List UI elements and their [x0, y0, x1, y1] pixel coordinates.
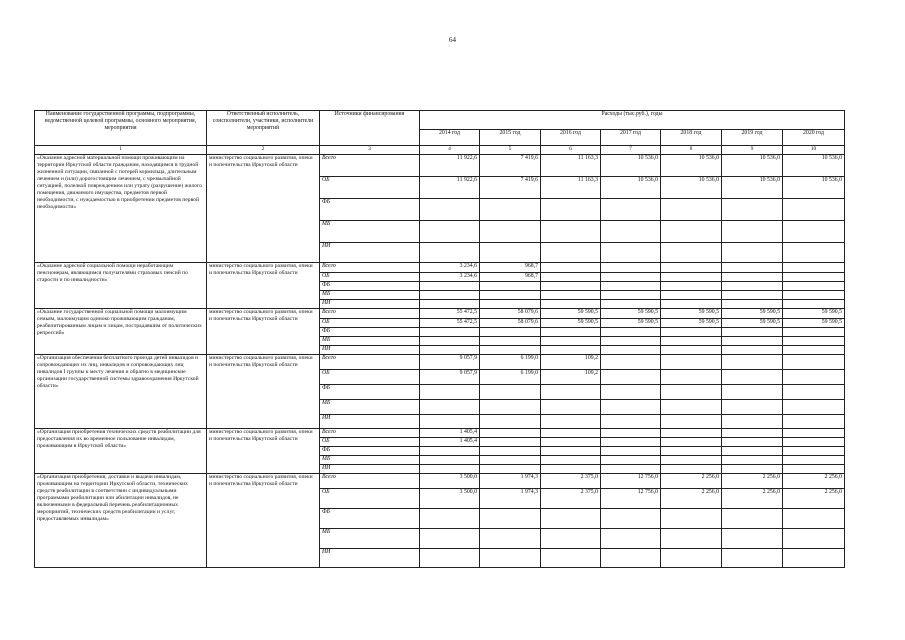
expense-value: [601, 447, 661, 456]
expense-value: [722, 300, 783, 309]
expense-value: [541, 273, 601, 282]
expense-value: [661, 273, 722, 282]
funding-source: ИИ: [320, 549, 420, 568]
expense-value: [783, 328, 845, 337]
expense-value: [783, 346, 845, 355]
expense-value: [661, 509, 722, 529]
funding-source: ФБ: [320, 199, 420, 221]
expense-value: 2 256,0: [722, 489, 783, 509]
expense-value: [722, 447, 783, 456]
funding-source: МБ: [320, 400, 420, 415]
expense-value: [480, 509, 541, 529]
activity-executor: министерство социального развития, опеки и попечительства Иркутской области: [207, 263, 320, 309]
expense-value: [420, 300, 480, 309]
expense-value: [480, 199, 541, 221]
expense-value: [722, 221, 783, 243]
expense-value: [601, 282, 661, 291]
expense-value: [722, 429, 783, 438]
expense-value: [783, 291, 845, 300]
expense-value: [661, 337, 722, 346]
expense-value: [661, 300, 722, 309]
activity-name: «Оказание адресной социальной помощи неработающим пенсионерам, являющимся получателями страховых пенсий по старости и по инвалидности»: [35, 263, 207, 309]
expense-value: 59 590,5: [661, 309, 722, 319]
expense-value: [541, 385, 601, 400]
expense-value: [420, 509, 480, 529]
column-number: 3: [320, 146, 420, 155]
expense-value: 10 536,0: [661, 155, 722, 177]
expense-value: [783, 300, 845, 309]
page-number: 64: [449, 36, 456, 44]
expense-value: [722, 465, 783, 474]
expense-value: [541, 300, 601, 309]
column-number: 5: [480, 146, 541, 155]
expense-value: [601, 221, 661, 243]
expense-value: [480, 400, 541, 415]
expense-value: 59 590,5: [661, 319, 722, 328]
expense-value: [480, 282, 541, 291]
expense-value: [480, 438, 541, 447]
activity-name: «Оказание адресной материальной помощи проживающим на территории Иркутской области гражданам, находящимся в трудной жизненной ситуации, связанной с потерей кормильца, длительным лечением и (или) дорогостоящим лечением, с чрезвычайной ситуацией, полелкой повреждением или утрату (разрушение) жилого помещения, движимого имущества, предметов первой необходимости, с нуждаемостью в приобретении предметов первой необходимости»: [35, 155, 207, 263]
funding-source: МБ: [320, 456, 420, 465]
expense-value: [722, 509, 783, 529]
expense-value: [661, 221, 722, 243]
funding-source: ФБ: [320, 509, 420, 529]
expense-value: [480, 549, 541, 568]
expense-value: [661, 400, 722, 415]
expense-value: [722, 385, 783, 400]
column-number: 2: [207, 146, 320, 155]
expense-value: [722, 273, 783, 282]
header-expenses: Расходы (тыс.руб.), годы: [420, 111, 845, 130]
expense-value: 3 500,0: [420, 489, 480, 509]
expense-value: [601, 243, 661, 263]
funding-source: ИИ: [320, 243, 420, 263]
expense-value: [541, 282, 601, 291]
expense-value: [661, 429, 722, 438]
expense-value: [661, 385, 722, 400]
funding-source: МБ: [320, 529, 420, 549]
expense-value: [601, 415, 661, 429]
expense-value: [541, 465, 601, 474]
funding-source: ОБ: [320, 273, 420, 282]
expense-value: [783, 355, 845, 370]
funding-source: ФБ: [320, 447, 420, 456]
column-number: 9: [722, 146, 783, 155]
expense-value: 2 256,0: [783, 474, 845, 489]
expense-value: [480, 337, 541, 346]
expense-value: [480, 529, 541, 549]
expense-value: [722, 291, 783, 300]
table-row: [35, 474, 845, 489]
funding-source: ИИ: [320, 415, 420, 429]
expense-value: [480, 346, 541, 355]
expense-value: [420, 328, 480, 337]
header-year: 2019 год: [722, 129, 783, 145]
funding-source: Всего: [320, 155, 420, 177]
expense-value: [541, 456, 601, 465]
expense-value: 59 590,5: [541, 309, 601, 319]
column-number: 4: [420, 146, 480, 155]
expense-value: [601, 300, 661, 309]
expense-value: 109,2: [541, 355, 601, 370]
expense-value: 11 922,6: [420, 177, 480, 199]
table-row: [35, 155, 845, 177]
activity-name: «Организация приобретения, доставки и выдачи инвалидам, проживающим на территории Иркутской области, технических средств реабилитации в соответствии с индивидуальными программами реабилитации или абилитации инвалидов, не включенными в федеральный перечень реабилитационных мероприятий, технических средств реабилитации и услуг, предоставляемых инвалидам»: [35, 474, 207, 568]
expense-value: [420, 243, 480, 263]
expense-value: 12 756,0: [601, 474, 661, 489]
expense-value: 10 536,0: [601, 155, 661, 177]
activity-executor: министерство социального развития, опеки и попечительства Иркутской области: [207, 155, 320, 263]
expense-value: [480, 221, 541, 243]
expense-value: [722, 263, 783, 273]
header-name: Наименование государственной программы, подпрограммы, ведомственной целевой программы, основного мероприятия, мероприятия: [35, 111, 207, 146]
expense-value: 6 199,0: [480, 370, 541, 385]
expense-value: [783, 465, 845, 474]
expense-value: 58 079,6: [480, 309, 541, 319]
expense-value: 58 079,6: [480, 319, 541, 328]
expense-value: [541, 328, 601, 337]
expense-value: 109,2: [541, 370, 601, 385]
funding-source: ИИ: [320, 346, 420, 355]
expense-value: 10 536,0: [601, 177, 661, 199]
funding-source: Всего: [320, 429, 420, 438]
funding-source: ФБ: [320, 328, 420, 337]
table-row: [35, 309, 845, 319]
expense-value: 10 536,0: [783, 177, 845, 199]
expense-value: [661, 465, 722, 474]
funding-source: ФБ: [320, 282, 420, 291]
expense-value: [480, 447, 541, 456]
funding-source: ФБ: [320, 385, 420, 400]
expense-value: 59 590,5: [722, 319, 783, 328]
expense-value: [722, 243, 783, 263]
table-row: [35, 355, 845, 370]
expense-value: [480, 429, 541, 438]
expense-value: [541, 243, 601, 263]
expense-value: [661, 370, 722, 385]
expense-value: [783, 385, 845, 400]
expense-value: [480, 465, 541, 474]
expense-value: [420, 415, 480, 429]
activity-name: «Организация приобретения технических средств реабилитации для предоставления их во временное пользование инвалидам, проживающим в Иркутской области»: [35, 429, 207, 474]
expense-value: [480, 385, 541, 400]
expense-value: 968,7: [480, 273, 541, 282]
funding-source: ОБ: [320, 370, 420, 385]
expense-value: [783, 438, 845, 447]
expense-value: [601, 529, 661, 549]
expense-value: [420, 199, 480, 221]
expense-value: [480, 328, 541, 337]
expense-value: [783, 509, 845, 529]
funding-source: Всего: [320, 309, 420, 319]
funding-source: ОБ: [320, 438, 420, 447]
expense-value: 59 590,5: [541, 319, 601, 328]
expense-value: [722, 199, 783, 221]
activity-name: «Оказание государственной социальной помощи малоимущим семьям, малоимущим одиноко проживающим гражданам, реабилитированным лицам и лицам, пострадавшим от политических репрессий»: [35, 309, 207, 355]
header-executor: Ответственный исполнитель, соисполнители, участники, исполнители мероприятий: [207, 111, 320, 146]
expense-value: [601, 465, 661, 474]
expense-value: [420, 456, 480, 465]
expense-value: [420, 447, 480, 456]
expense-value: [541, 291, 601, 300]
table-row: [35, 429, 845, 438]
header-year: 2020 год: [783, 129, 845, 145]
expense-value: [722, 549, 783, 568]
expense-value: [661, 243, 722, 263]
expense-value: [601, 346, 661, 355]
expense-value: 1 974,3: [480, 489, 541, 509]
funding-source: ОБ: [320, 177, 420, 199]
expense-value: [661, 199, 722, 221]
expense-value: [420, 400, 480, 415]
expense-value: 11 163,3: [541, 155, 601, 177]
funding-source: Всего: [320, 263, 420, 273]
funding-source: МБ: [320, 337, 420, 346]
expense-value: 11 163,3: [541, 177, 601, 199]
expense-value: [601, 549, 661, 568]
expense-value: 10 536,0: [722, 155, 783, 177]
expense-value: [661, 529, 722, 549]
expense-value: [722, 355, 783, 370]
expense-value: 59 590,5: [722, 309, 783, 319]
expense-value: 1 405,4: [420, 429, 480, 438]
expense-value: [783, 415, 845, 429]
expense-value: [661, 355, 722, 370]
expense-value: 2 375,0: [541, 474, 601, 489]
expense-value: 1 974,3: [480, 474, 541, 489]
header-year: 2017 год: [601, 129, 661, 145]
expense-value: [783, 549, 845, 568]
column-number: 10: [783, 146, 845, 155]
expense-value: [480, 456, 541, 465]
activity-executor: министерство социального развития, опеки и попечительства Иркутской области: [207, 429, 320, 474]
expense-value: [601, 370, 661, 385]
header-column-numbers: [35, 146, 845, 155]
expense-value: [661, 438, 722, 447]
expense-value: 11 922,6: [420, 155, 480, 177]
expense-value: [722, 337, 783, 346]
expense-value: [420, 346, 480, 355]
expense-value: 1 405,4: [420, 438, 480, 447]
expense-value: [420, 337, 480, 346]
expense-value: 9 057,9: [420, 355, 480, 370]
expense-value: [601, 438, 661, 447]
expense-value: [783, 337, 845, 346]
expense-value: [480, 300, 541, 309]
expense-value: [661, 447, 722, 456]
expense-value: [601, 291, 661, 300]
expense-value: [783, 429, 845, 438]
expense-value: [480, 243, 541, 263]
expense-value: [783, 263, 845, 273]
column-number: 8: [661, 146, 722, 155]
expense-value: 59 590,5: [601, 319, 661, 328]
expense-value: 9 057,9: [420, 370, 480, 385]
funding-source: МБ: [320, 221, 420, 243]
activity-executor: министерство социального развития, опеки и попечительства Иркутской области: [207, 474, 320, 568]
expense-value: [601, 385, 661, 400]
expense-value: 7 419,6: [480, 155, 541, 177]
expense-value: [722, 328, 783, 337]
expenses-table: [34, 110, 845, 568]
expense-value: 12 756,0: [601, 489, 661, 509]
expense-value: 968,7: [480, 263, 541, 273]
header-year: 2016 год: [541, 129, 601, 145]
funding-source: ОБ: [320, 319, 420, 328]
expense-value: [420, 385, 480, 400]
expense-value: 59 590,5: [783, 319, 845, 328]
expense-value: [601, 456, 661, 465]
expense-value: [722, 370, 783, 385]
expense-value: [420, 465, 480, 474]
expense-value: [783, 400, 845, 415]
table-body: [35, 155, 845, 568]
activity-name: «Организация обеспечения бесплатного проезда детей инвалидов и сопровождающих их лиц, инвалидов и сопровождающих лиц инвалидов I группы к месту лечения и обратно в медицинские организации государственной системы здравоохранения Иркутской области»: [35, 355, 207, 429]
expense-value: 3 500,0: [420, 474, 480, 489]
table-row: [35, 263, 845, 273]
expense-value: 59 590,5: [783, 309, 845, 319]
expense-value: [420, 291, 480, 300]
expense-value: 10 536,0: [661, 177, 722, 199]
expense-value: [541, 337, 601, 346]
column-number: 7: [601, 146, 661, 155]
expense-value: [601, 199, 661, 221]
expense-value: [661, 328, 722, 337]
expense-value: [601, 400, 661, 415]
expense-value: [783, 529, 845, 549]
expense-value: [480, 415, 541, 429]
expense-value: 10 536,0: [722, 177, 783, 199]
expense-value: 2 256,0: [661, 489, 722, 509]
expense-value: [541, 400, 601, 415]
activity-executor: министерство социального развития, опеки и попечительства Иркутской области: [207, 309, 320, 355]
expense-value: 2 256,0: [783, 489, 845, 509]
activity-executor: министерство социального развития, опеки и попечительства Иркутской области: [207, 355, 320, 429]
funding-source: ИИ: [320, 465, 420, 474]
expense-value: [783, 456, 845, 465]
expense-value: [541, 438, 601, 447]
expense-value: [783, 221, 845, 243]
expense-value: [783, 447, 845, 456]
column-number: 6: [541, 146, 601, 155]
expense-value: [541, 221, 601, 243]
expense-value: [601, 273, 661, 282]
funding-source: ИИ: [320, 300, 420, 309]
expense-value: 55 472,5: [420, 309, 480, 319]
expense-value: [420, 549, 480, 568]
header-source: Источники финансирования: [320, 111, 420, 146]
expense-value: [601, 355, 661, 370]
expense-value: 7 419,6: [480, 177, 541, 199]
funding-source: Всего: [320, 355, 420, 370]
expense-value: [541, 429, 601, 438]
expense-value: 3 234,6: [420, 273, 480, 282]
funding-source: Всего: [320, 474, 420, 489]
expense-value: [722, 415, 783, 429]
expense-value: 2 256,0: [661, 474, 722, 489]
expense-value: [722, 529, 783, 549]
header-year: 2014 год: [420, 129, 480, 145]
expense-value: [722, 400, 783, 415]
expense-value: [601, 429, 661, 438]
column-number: 1: [35, 146, 207, 155]
expense-value: [480, 291, 541, 300]
expense-value: 3 234,6: [420, 263, 480, 273]
expense-value: [601, 509, 661, 529]
expense-value: [541, 447, 601, 456]
expense-value: [722, 456, 783, 465]
expense-value: [541, 529, 601, 549]
expense-value: [601, 263, 661, 273]
expense-value: [722, 346, 783, 355]
funding-source: МБ: [320, 291, 420, 300]
header-year: 2018 год: [661, 129, 722, 145]
expense-value: [722, 282, 783, 291]
expense-value: [541, 549, 601, 568]
expense-value: [661, 456, 722, 465]
header-year: 2015 год: [480, 129, 541, 145]
expense-value: [661, 282, 722, 291]
expense-value: 55 472,5: [420, 319, 480, 328]
expense-value: [541, 199, 601, 221]
expense-value: [541, 509, 601, 529]
expense-value: [661, 263, 722, 273]
funding-source: ОБ: [320, 489, 420, 509]
expense-value: [601, 328, 661, 337]
expense-value: [783, 370, 845, 385]
expense-value: 6 199,0: [480, 355, 541, 370]
expense-value: [661, 291, 722, 300]
expense-value: 59 590,5: [601, 309, 661, 319]
expense-value: 2 256,0: [722, 474, 783, 489]
expense-value: [722, 438, 783, 447]
expense-value: [541, 415, 601, 429]
expense-value: [783, 273, 845, 282]
expense-value: [783, 282, 845, 291]
expense-value: [661, 549, 722, 568]
expense-value: [541, 263, 601, 273]
expense-value: 10 536,0: [783, 155, 845, 177]
expense-value: [601, 337, 661, 346]
expense-value: [420, 529, 480, 549]
expense-value: [420, 282, 480, 291]
expense-value: [541, 346, 601, 355]
expense-value: [661, 346, 722, 355]
expense-value: [420, 221, 480, 243]
expense-value: 2 375,0: [541, 489, 601, 509]
expense-value: [783, 243, 845, 263]
expense-value: [661, 415, 722, 429]
expense-value: [783, 199, 845, 221]
